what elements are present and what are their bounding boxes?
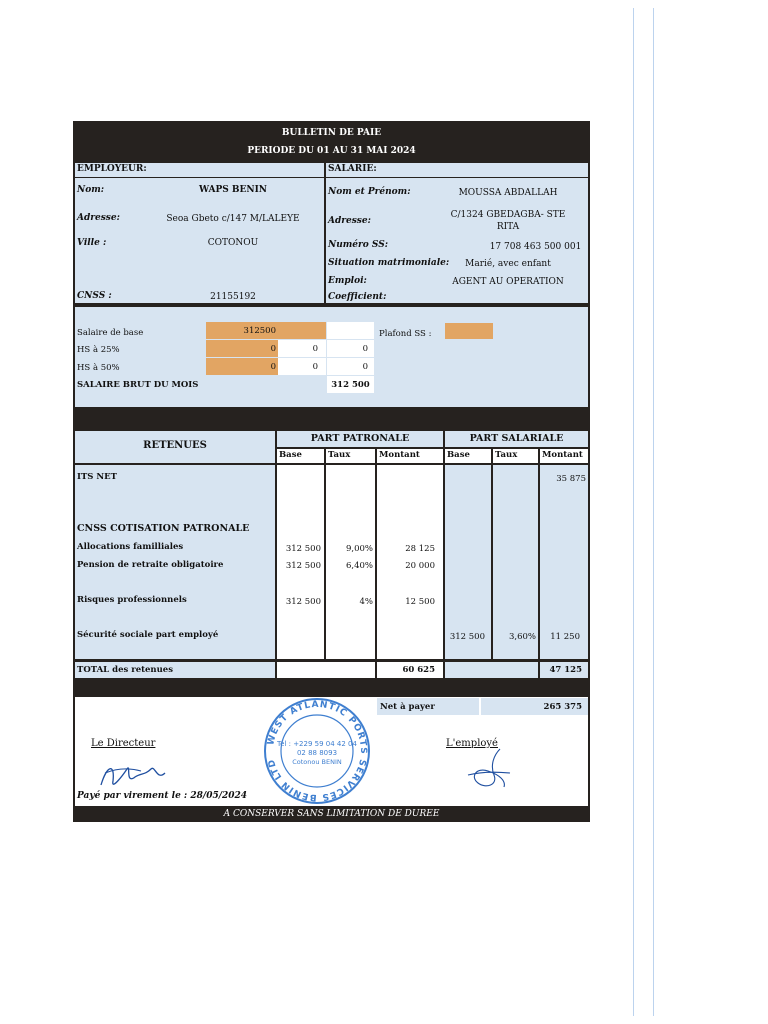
hs25-c: 0 <box>327 340 374 357</box>
plafond-label: Plafond SS : <box>379 329 432 339</box>
net-label: Net à payer <box>377 698 479 715</box>
hs25-b: 0 <box>278 340 326 357</box>
row-secu-s-base: 312 500 <box>449 632 485 642</box>
employer-heading: EMPLOYEUR: <box>75 163 324 177</box>
row-risques-montant: 12 500 <box>405 597 435 607</box>
its-s-montant: 35 875 <box>556 474 586 484</box>
employer-cnss-label: CNSS : <box>77 291 112 301</box>
scan-edge-line <box>633 8 634 1016</box>
part-salariale-heading: PART SALARIALE <box>445 431 588 447</box>
row-alloc-label: Allocations familliales <box>77 542 184 552</box>
hs50-b: 0 <box>278 358 326 375</box>
plafond-value <box>445 323 493 339</box>
total-label: TOTAL des retenues <box>75 662 275 678</box>
s-base-col <box>445 465 491 659</box>
employee-address-line2: RITA <box>496 222 520 232</box>
employee-job-label: Emploi: <box>328 276 367 286</box>
director-label: Le Directeur <box>91 738 156 749</box>
row-alloc-base: 312 500 <box>285 544 321 554</box>
cnss-heading: CNSS COTISATION PATRONALE <box>77 523 250 534</box>
row-pension-label: Pension de retraite obligatoire <box>77 560 224 570</box>
company-stamp <box>262 696 372 806</box>
row-secu-s-taux: 3,60% <box>508 632 536 642</box>
base-salary-blank <box>327 322 374 339</box>
employee-name: MOUSSA ABDALLAH <box>458 188 558 198</box>
period: PERIODE DU 01 AU 31 MAI 2024 <box>247 146 416 156</box>
base-salary-label: Salaire de base <box>77 328 144 338</box>
employee-signature <box>460 745 520 795</box>
hs25-a: 0 <box>206 340 278 357</box>
employee-coef-label: Coefficient: <box>328 292 387 302</box>
col-p-base: Base <box>277 449 324 463</box>
row-risques-label: Risques professionnels <box>77 595 187 605</box>
employer-address: Seoa Gbeto c/147 M/LALEYE <box>166 214 300 224</box>
net-value: 265 375 <box>481 698 588 715</box>
col-p-taux: Taux <box>326 449 375 463</box>
employer-name-label: Nom: <box>77 185 105 195</box>
employer-city: COTONOU <box>207 238 259 248</box>
s-montant-col <box>540 465 588 659</box>
gross-salary-value: 312 500 <box>327 376 374 393</box>
employee-ss-label: Numéro SS: <box>328 240 389 250</box>
row-secu-s-montant: 11 250 <box>550 632 580 642</box>
total-salariale: 47 125 <box>540 662 588 678</box>
total-p-blank <box>277 662 375 678</box>
its-label: ITS NET <box>77 472 117 482</box>
row-alloc-taux: 9,00% <box>345 544 373 554</box>
row-pension-montant: 20 000 <box>405 561 435 571</box>
total-patronale: 60 625 <box>377 662 443 678</box>
employee-job: AGENT AU OPERATION <box>452 277 564 287</box>
document-title: BULLETIN DE PAIE <box>281 128 382 138</box>
employee-marital-label: Situation matrimoniale: <box>328 258 450 268</box>
scan-edge-line <box>653 8 654 1016</box>
col-p-montant: Montant <box>377 449 443 463</box>
hs50-a: 0 <box>206 358 278 375</box>
row-pension-base: 312 500 <box>285 561 321 571</box>
row-pension-taux: 6,40% <box>345 561 373 571</box>
retenues-heading: RETENUES <box>75 431 275 463</box>
employee-name-label: Nom et Prénom: <box>328 187 411 197</box>
col-s-montant: Montant <box>540 449 588 463</box>
stamp-city: Cotonou BENIN <box>292 758 342 766</box>
stamp-phone: Tél : +229 59 04 42 04 <box>277 740 357 748</box>
employer-name: WAPS BENIN <box>198 185 268 195</box>
employer-address-label: Adresse: <box>77 213 120 223</box>
row-risques-base: 312 500 <box>285 597 321 607</box>
employee-ss: 17 708 463 500 001 <box>489 242 582 252</box>
row-risques-taux: 4% <box>359 597 373 607</box>
total-s-blank <box>445 662 538 678</box>
hs25-label: HS à 25% <box>77 345 120 355</box>
employee-marital: Marié, avec enfant <box>465 259 551 269</box>
base-salary-value: 312500 <box>206 322 278 339</box>
base-salary-extra <box>278 322 326 339</box>
s-taux-col <box>493 465 538 659</box>
col-s-base: Base <box>445 449 491 463</box>
row-alloc-montant: 28 125 <box>405 544 435 554</box>
employer-cnss: 21155192 <box>210 292 256 302</box>
employee-heading: SALARIE: <box>326 163 588 177</box>
hs50-label: HS à 50% <box>77 363 120 373</box>
employee-sign-label: L'employé <box>446 738 498 749</box>
gross-salary-label: SALAIRE BRUT DU MOIS <box>77 380 199 390</box>
hs50-c: 0 <box>327 358 374 375</box>
footer-note: A CONSERVER SANS LIMITATION DE DUREE <box>223 809 440 819</box>
col-s-taux: Taux <box>493 449 538 463</box>
payment-date: Payé par virement le : 28/05/2024 <box>77 791 248 801</box>
stamp-ring-text: WEST ATLANTIC PORTS SERVICES BENIN LTD <box>266 699 369 803</box>
employer-city-label: Ville : <box>77 238 107 248</box>
employee-address-label: Adresse: <box>328 216 371 226</box>
part-patronale-heading: PART PATRONALE <box>277 431 443 447</box>
director-signature <box>95 755 175 795</box>
employee-address-line1: C/1324 GBEDAGBA- STE <box>450 210 566 220</box>
stamp-phone-2: 02 88 8093 <box>296 749 338 757</box>
row-secu-label: Sécurité sociale part employé <box>77 630 219 640</box>
